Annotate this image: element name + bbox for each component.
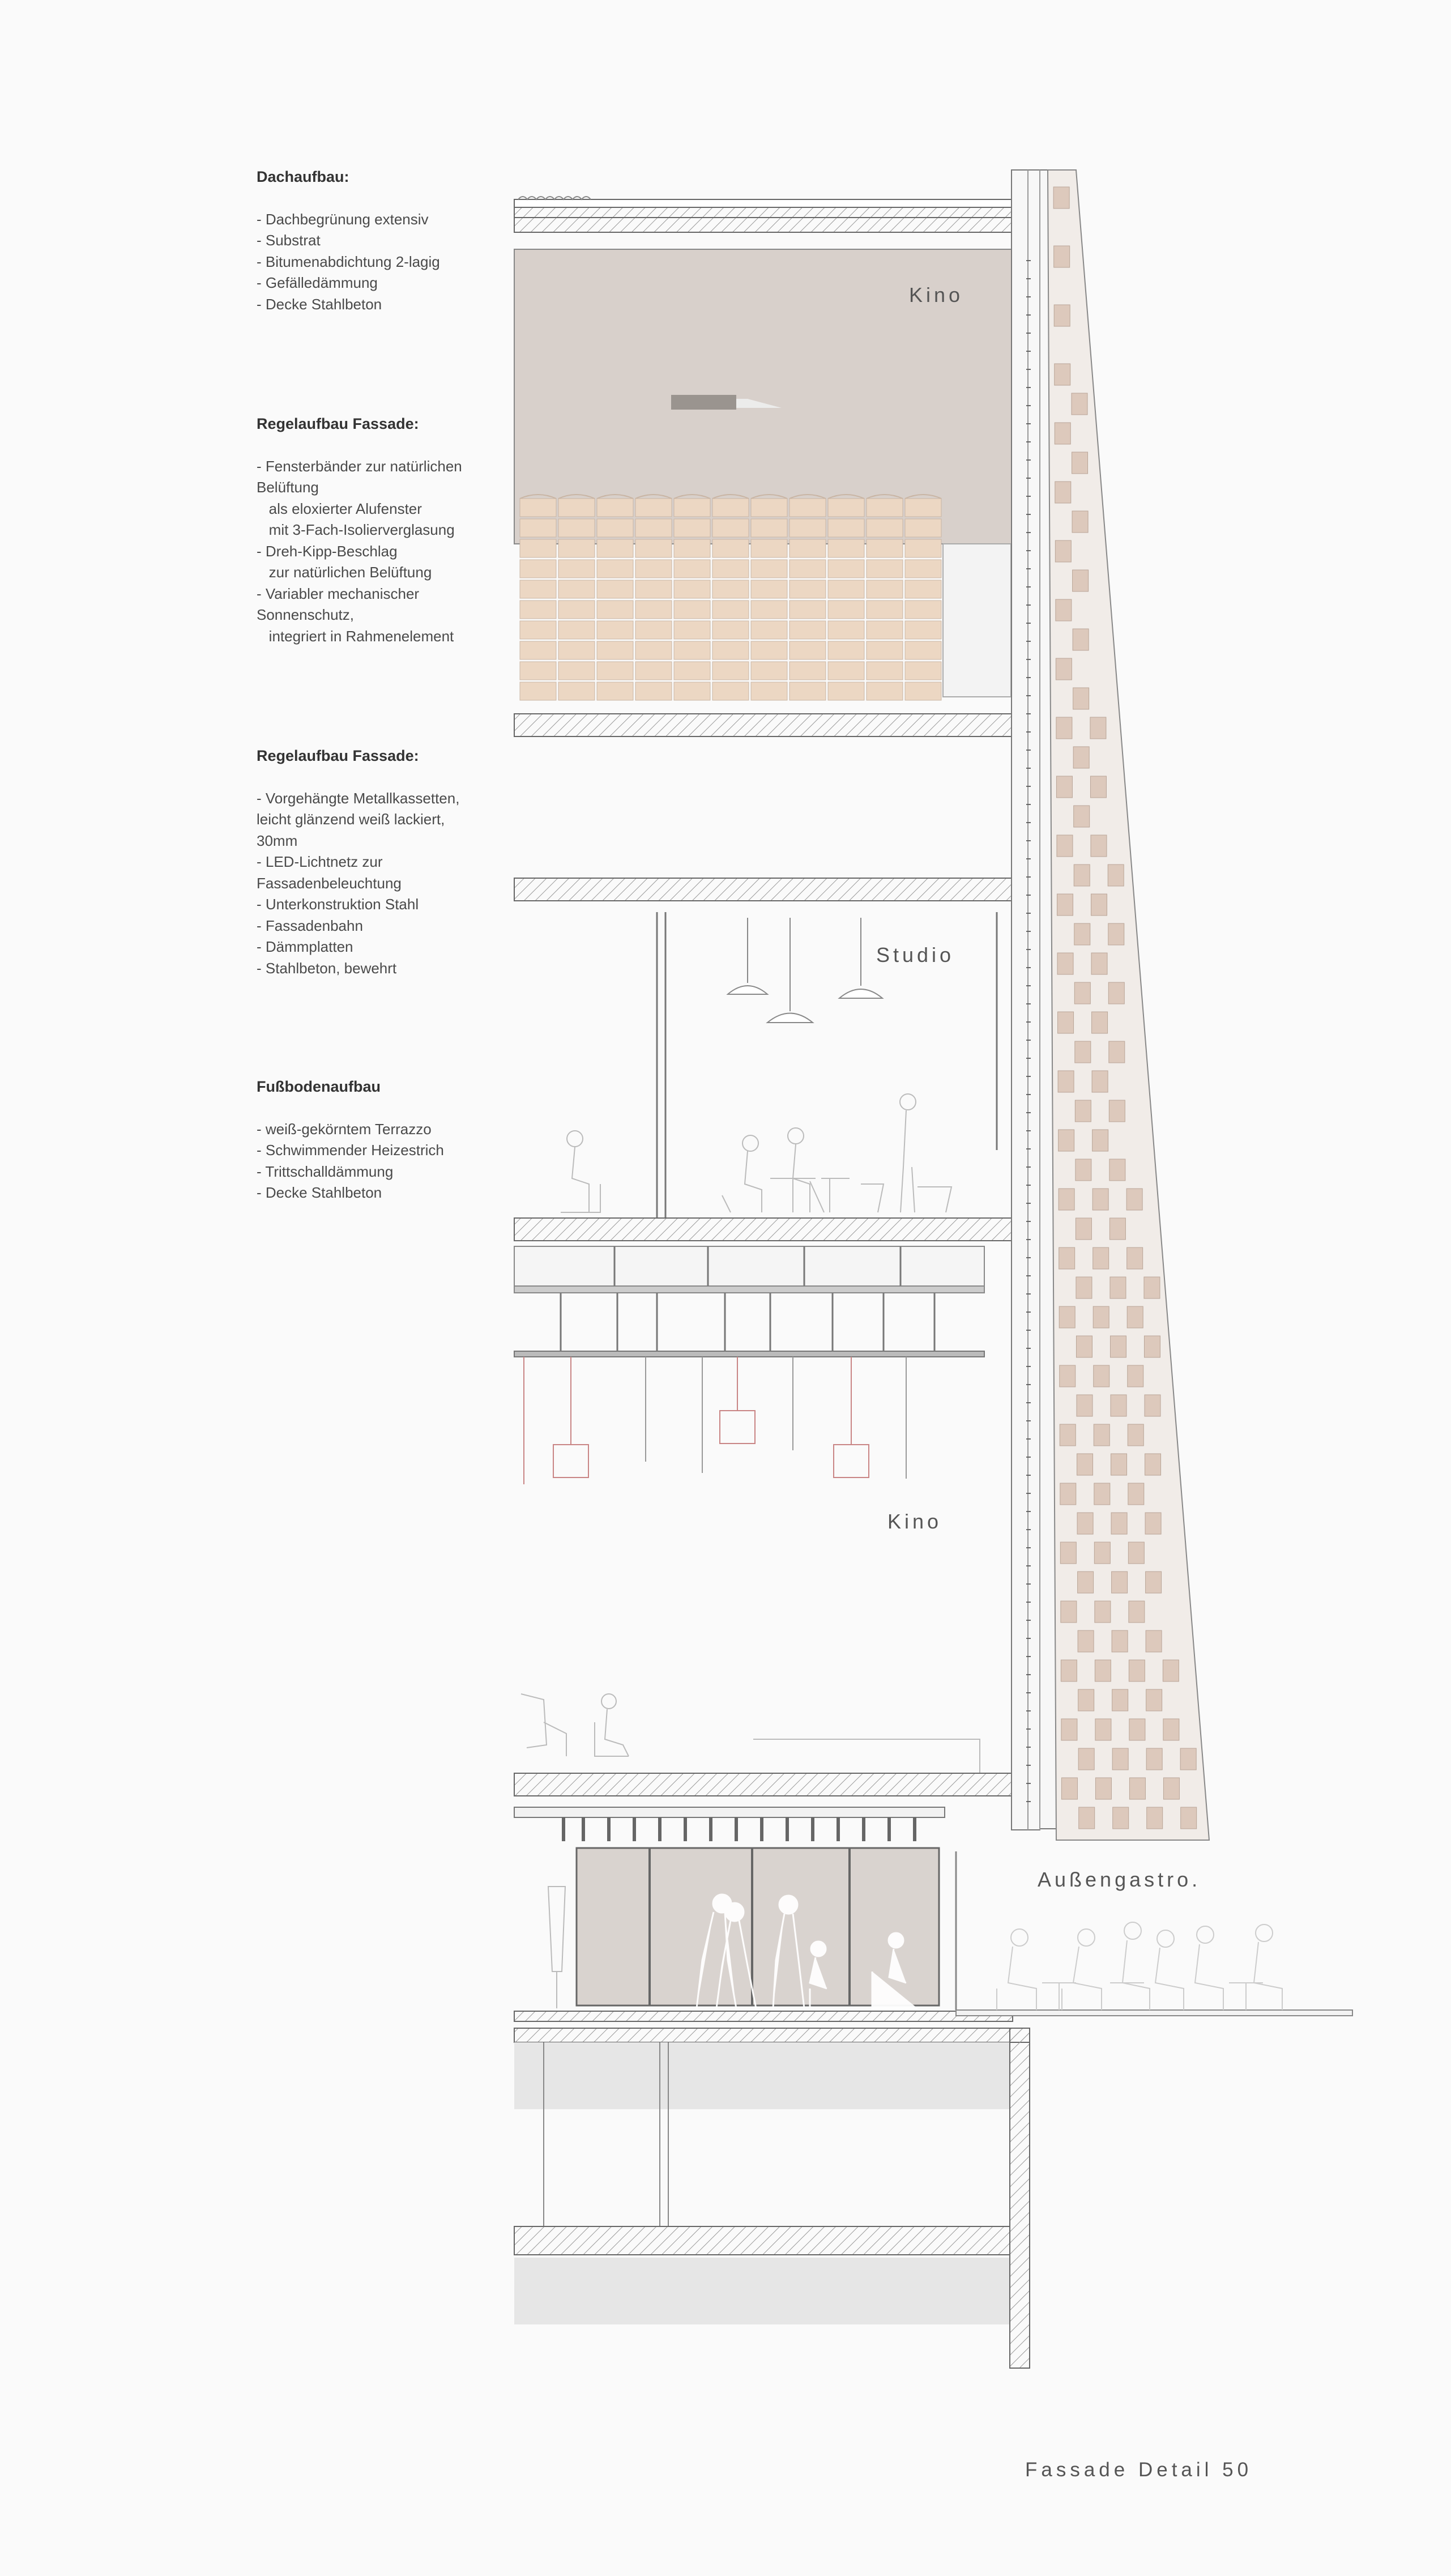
facade-cassette <box>1078 1630 1094 1652</box>
cinema-seat <box>635 580 672 598</box>
cinema-seat <box>674 662 710 680</box>
cinema-seat <box>558 519 595 537</box>
cinema-seat <box>905 560 941 578</box>
facade-cassette <box>1076 1277 1092 1298</box>
cinema-seat <box>558 539 595 557</box>
note-line: zur natürlichen Belüftung <box>257 564 432 581</box>
cinema-seat <box>597 662 633 680</box>
note-line: - Dämmplatten <box>257 938 353 955</box>
kino-top-room <box>514 249 1013 736</box>
cinema-seat <box>597 580 633 598</box>
roof-structure <box>514 197 1013 232</box>
cinema-seat <box>712 580 749 598</box>
facade-cassette <box>1094 1365 1109 1387</box>
facade-cassette <box>1144 1336 1160 1357</box>
facade-cassette <box>1109 1100 1125 1122</box>
cinema-seat <box>520 601 556 619</box>
facade-cassette <box>1128 1483 1144 1505</box>
facade-cassette <box>1061 1778 1077 1799</box>
facade-cassette <box>1129 1660 1145 1681</box>
facade-cassette <box>1090 717 1106 739</box>
drawing-title: Fassade Detail 50 <box>1025 2459 1253 2481</box>
facade-cassette <box>1111 1454 1127 1475</box>
cinema-seat <box>828 499 864 517</box>
facade-cassette <box>1061 1601 1077 1623</box>
facade-cassette <box>1055 482 1071 503</box>
cinema-seat <box>789 519 826 537</box>
facade-cassette <box>1146 1630 1162 1652</box>
facade-cassette <box>1059 1306 1075 1328</box>
cinema-seat <box>905 499 941 517</box>
cinema-seat <box>520 560 556 578</box>
cinema-seat <box>789 601 826 619</box>
cinema-seat <box>674 499 710 517</box>
facade-cassette <box>1094 1483 1110 1505</box>
facade-cassette <box>1058 1012 1074 1033</box>
facade-cassette <box>1095 1778 1111 1799</box>
cinema-seat <box>789 499 826 517</box>
facade-cassette <box>1091 894 1107 916</box>
facade-cassette <box>1054 246 1070 267</box>
cinema-seat <box>674 539 710 557</box>
facade-cassette <box>1094 1542 1110 1564</box>
facade-cassette <box>1128 1424 1143 1446</box>
cinema-seat <box>674 580 710 598</box>
cinema-seat <box>712 601 749 619</box>
facade-cassette <box>1127 1306 1143 1328</box>
cinema-seat <box>751 560 787 578</box>
cinema-seat <box>828 662 864 680</box>
cinema-seat <box>789 539 826 557</box>
note-line: - Decke Stahlbeton <box>257 295 382 313</box>
cinema-seat <box>828 682 864 700</box>
note-line: - Vorgehängte Metallkassetten, <box>257 789 460 807</box>
cinema-seat <box>867 662 903 680</box>
facade-cassette <box>1180 1748 1196 1770</box>
note-line: - Stahlbeton, bewehrt <box>257 959 397 977</box>
cinema-seat <box>520 682 556 700</box>
facade-cassette <box>1055 423 1070 444</box>
note-line: Fassadenbeleuchtung <box>257 874 402 892</box>
note-dachaufbau <box>257 167 494 315</box>
cinema-seat <box>635 621 672 639</box>
cinema-seat <box>520 621 556 639</box>
cinema-seat <box>905 519 941 537</box>
cinema-seat <box>751 621 787 639</box>
note-line: - Substrat <box>257 232 321 249</box>
cinema-seat <box>597 682 633 700</box>
facade-cassette <box>1073 688 1089 709</box>
facade-cassette <box>1078 1689 1094 1711</box>
facade-cassette <box>1112 1630 1128 1652</box>
facade-cassette <box>1056 776 1072 798</box>
facade-cassette <box>1072 452 1088 474</box>
cinema-seat <box>597 560 633 578</box>
facade-cassette <box>1111 1395 1126 1416</box>
note-line: - Decke Stahlbeton <box>257 1184 382 1201</box>
facade-cassette <box>1057 835 1073 857</box>
cinema-seat <box>520 662 556 680</box>
facade-cassette <box>1093 1306 1109 1328</box>
cinema-seat <box>905 601 941 619</box>
note-line: - weiß-gekörntem Terrazzo <box>257 1120 432 1138</box>
cinema-seat <box>712 539 749 557</box>
room-label-studio: Studio <box>876 943 955 966</box>
cinema-seat <box>597 519 633 537</box>
facade-cassette <box>1108 923 1124 945</box>
note-heading: Regelaufbau Fassade: <box>257 747 419 764</box>
room-label-aussengastro: Außengastro. <box>1038 1868 1201 1891</box>
facade-cassette <box>1146 1689 1162 1711</box>
facade-cassette <box>1075 1100 1091 1122</box>
cinema-seat <box>674 519 710 537</box>
facade-cassette <box>1060 1542 1076 1564</box>
room-label-kino-top: Kino <box>909 283 964 306</box>
note-line: - Gefälledämmung <box>257 274 378 291</box>
facade-cassette <box>1163 1660 1179 1681</box>
note-heading: Dachaufbau: <box>257 168 349 185</box>
note-line: als eloxierter Alufenster <box>257 500 422 517</box>
facade-cassette <box>1093 1247 1109 1269</box>
cinema-seat <box>674 601 710 619</box>
facade-cassette <box>1078 1572 1094 1593</box>
facade-cassette <box>1076 1218 1091 1240</box>
room-label-kino-lower: Kino <box>887 1510 942 1533</box>
facade-cassette <box>1073 570 1089 591</box>
facade-cassette <box>1128 1365 1143 1387</box>
facade-cassette <box>1074 865 1090 886</box>
cinema-seat <box>558 580 595 598</box>
cinema-seat <box>635 519 672 537</box>
facade-cassette <box>1091 835 1107 857</box>
cinema-seat <box>751 519 787 537</box>
cinema-seat <box>635 499 672 517</box>
facade-cassette <box>1092 1012 1108 1033</box>
cinema-seat <box>867 621 903 639</box>
cinema-seat <box>867 641 903 659</box>
cinema-seat <box>867 560 903 578</box>
note-line: - Fensterbänder zur natürlichen <box>257 457 462 475</box>
facade-cassette <box>1077 1454 1093 1475</box>
facade-cassette <box>1112 1748 1128 1770</box>
facade-cassette <box>1076 1159 1091 1181</box>
facade-cassette <box>1074 982 1090 1004</box>
ground-floor-cafe <box>514 1807 1013 2021</box>
note-line: - Dachbegrünung extensiv <box>257 210 429 228</box>
cinema-seat <box>828 580 864 598</box>
cinema-seat <box>789 560 826 578</box>
cinema-seat <box>789 662 826 680</box>
facade-cassette <box>1056 658 1072 680</box>
cinema-seat <box>635 662 672 680</box>
facade-cassette <box>1129 1778 1145 1799</box>
facade-cassette <box>1109 1218 1125 1240</box>
floor-slab <box>514 878 1013 901</box>
cinema-seat <box>558 499 595 517</box>
facade-cassette <box>1095 1719 1111 1740</box>
note-line: - Unterkonstruktion Stahl <box>257 896 419 913</box>
facade-cassette <box>1111 1513 1127 1534</box>
cinema-seat <box>520 539 556 557</box>
cinema-seat <box>635 560 672 578</box>
cinema-seat <box>789 682 826 700</box>
cinema-seat <box>712 621 749 639</box>
cinema-seat <box>712 519 749 537</box>
facade-cassette <box>1057 894 1073 916</box>
note-line: - Fassadenbahn <box>257 917 363 934</box>
cinema-seat <box>558 560 595 578</box>
facade-cassette <box>1072 511 1088 533</box>
note-line: - Trittschalldämmung <box>257 1163 394 1180</box>
facade-cassette <box>1060 1483 1076 1505</box>
cinema-seat <box>867 499 903 517</box>
note-line: mit 3-Fach-Isolierverglasung <box>257 521 455 538</box>
note-line: Sonnenschutz, <box>257 606 355 623</box>
facade-cassette <box>1073 747 1089 768</box>
cinema-seat <box>789 621 826 639</box>
facade-cassette <box>1110 1336 1126 1357</box>
cinema-seat <box>789 641 826 659</box>
cinema-seat <box>674 641 710 659</box>
facade-cassette <box>1163 1719 1179 1740</box>
cinema-seat <box>828 539 864 557</box>
facade-cassette <box>1145 1454 1161 1475</box>
cinema-seat <box>867 682 903 700</box>
note-heading: Fußbodenaufbau <box>257 1078 381 1095</box>
cinema-seat <box>597 601 633 619</box>
facade-structure <box>1012 170 1209 1840</box>
facade-cassette <box>1109 1041 1125 1063</box>
cinema-seat <box>905 621 941 639</box>
cinema-seat <box>905 641 941 659</box>
cinema-seat <box>828 560 864 578</box>
cinema-seat <box>905 662 941 680</box>
note-line: - LED-Lichtnetz zur <box>257 853 383 870</box>
cinema-seat <box>558 662 595 680</box>
facade-cassette <box>1075 1041 1091 1063</box>
facade-cassette <box>1145 1395 1160 1416</box>
cinema-seat <box>828 519 864 537</box>
facade-cassette <box>1146 1572 1162 1593</box>
cinema-seat <box>558 641 595 659</box>
facade-cassette <box>1144 1277 1160 1298</box>
facade-cassette <box>1091 953 1107 974</box>
facade-cassette <box>1108 982 1124 1004</box>
note-regelaufbau-kassetten <box>257 746 494 979</box>
note-line: - Variabler mechanischer <box>257 585 420 602</box>
cinema-seat <box>751 580 787 598</box>
facade-cassette <box>1076 1336 1092 1357</box>
facade-cassette <box>1056 717 1072 739</box>
cinema-seat <box>905 539 941 557</box>
cinema-seat <box>597 621 633 639</box>
note-heading: Regelaufbau Fassade: <box>257 415 419 432</box>
note-line: - Bitumenabdichtung 2-lagig <box>257 253 440 270</box>
facade-cassette <box>1110 1277 1126 1298</box>
cinema-seat <box>635 682 672 700</box>
facade-cassette <box>1073 629 1089 650</box>
cinema-seat <box>712 682 749 700</box>
cinema-seat <box>520 499 556 517</box>
cinema-seat <box>712 662 749 680</box>
facade-cassette <box>1059 1130 1074 1151</box>
note-line: integriert in Rahmenelement <box>257 627 454 645</box>
cinema-seat <box>828 621 864 639</box>
cinema-seat <box>558 621 595 639</box>
cinema-seat <box>520 580 556 598</box>
cinema-seat <box>712 641 749 659</box>
cinema-seat <box>867 601 903 619</box>
facade-cassette <box>1074 923 1090 945</box>
facade-cassette <box>1147 1807 1163 1829</box>
facade-cassette <box>1128 1542 1144 1564</box>
facade-cassette <box>1072 393 1087 415</box>
cinema-seat <box>674 682 710 700</box>
facade-cassette <box>1146 1748 1162 1770</box>
cinema-seat <box>828 641 864 659</box>
cinema-seat <box>635 601 672 619</box>
basement <box>514 2028 1030 2368</box>
note-line: 30mm <box>257 832 298 849</box>
cinema-seating <box>520 495 941 700</box>
facade-cassette <box>1074 806 1090 827</box>
note-fussbodenaufbau <box>257 1076 494 1204</box>
cinema-seat <box>751 662 787 680</box>
facade-cassette <box>1095 1601 1111 1623</box>
facade-cassette <box>1127 1247 1143 1269</box>
cinema-seat <box>712 560 749 578</box>
cinema-seat <box>635 539 672 557</box>
cinema-seat <box>867 580 903 598</box>
cinema-seat <box>751 641 787 659</box>
facade-cassette <box>1163 1778 1179 1799</box>
facade-cassette <box>1056 599 1072 621</box>
facade-cassette <box>1078 1748 1094 1770</box>
cinema-seat <box>558 682 595 700</box>
cinema-seat <box>751 499 787 517</box>
facade-cassette <box>1055 540 1071 562</box>
facade-cassette <box>1108 865 1124 886</box>
cinema-seat <box>905 682 941 700</box>
cinema-seat <box>828 601 864 619</box>
facade-cassette <box>1112 1689 1128 1711</box>
facade-cassette <box>1059 1247 1075 1269</box>
facade-cassette <box>1058 1071 1074 1092</box>
facade-cassette <box>1079 1807 1095 1829</box>
facade-cassette <box>1095 1660 1111 1681</box>
facade-cassette <box>1092 1189 1108 1210</box>
note-line: Belüftung <box>257 479 319 496</box>
note-line: leicht glänzend weiß lackiert, <box>257 811 445 828</box>
cinema-seat <box>789 580 826 598</box>
facade-cassette <box>1181 1807 1197 1829</box>
facade-cassette <box>1145 1513 1161 1534</box>
facade-cassette <box>1113 1807 1129 1829</box>
facade-cassette <box>1129 1719 1145 1740</box>
facade-cassette <box>1060 1365 1076 1387</box>
facade-cassette <box>1061 1660 1077 1681</box>
note-line: - Dreh-Kipp-Beschlag <box>257 542 398 560</box>
cinema-seat <box>597 539 633 557</box>
cinema-seat <box>751 682 787 700</box>
facade-cassette <box>1092 1071 1108 1092</box>
cinema-seat <box>712 499 749 517</box>
facade-cassette <box>1061 1719 1077 1740</box>
cinema-seat <box>867 539 903 557</box>
facade-cassette <box>1060 1424 1076 1446</box>
cinema-seat <box>751 539 787 557</box>
note-regelaufbau-fenster <box>257 414 494 647</box>
facade-cassette <box>1054 305 1070 326</box>
cinema-seat <box>867 519 903 537</box>
facade-cassette <box>1077 1395 1092 1416</box>
facade-cassette <box>1109 1159 1125 1181</box>
facade-cassette <box>1059 1189 1074 1210</box>
facade-cassette <box>1077 1513 1093 1534</box>
cinema-seat <box>674 621 710 639</box>
technical-ceiling <box>514 1246 984 1357</box>
facade-cassette <box>1055 364 1070 385</box>
facade-cassette <box>1126 1189 1142 1210</box>
facade-cassette <box>1090 776 1106 798</box>
cinema-seat <box>597 641 633 659</box>
facade-cassette <box>1092 1130 1108 1151</box>
facade-cassette <box>1112 1572 1128 1593</box>
cinema-seat <box>751 601 787 619</box>
cinema-seat <box>558 601 595 619</box>
kino-lower-room <box>514 1357 1013 1796</box>
facade-cassette <box>1094 1424 1109 1446</box>
cinema-seat <box>905 580 941 598</box>
facade-cassette <box>1053 187 1069 208</box>
cinema-seat <box>674 560 710 578</box>
cinema-seat <box>635 641 672 659</box>
facade-cassette <box>1057 953 1073 974</box>
cinema-seat <box>520 641 556 659</box>
facade-cassette <box>1129 1601 1145 1623</box>
cinema-seat <box>597 499 633 517</box>
cinema-seat <box>520 519 556 537</box>
note-line: - Schwimmender Heizestrich <box>257 1142 444 1159</box>
